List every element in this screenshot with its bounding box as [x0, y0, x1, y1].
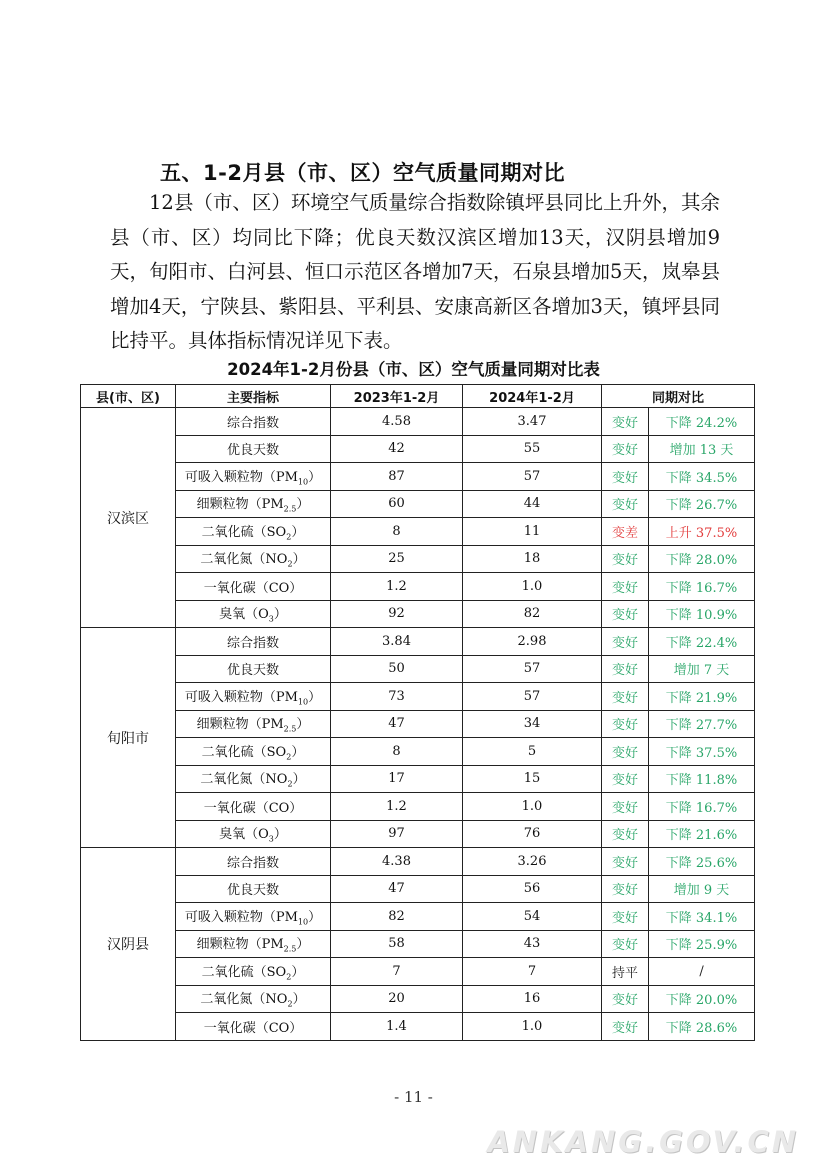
trend-label: 变好 — [602, 573, 649, 601]
indicator-name: 二氧化氮（NO — [200, 992, 288, 1008]
value-2023: 7 — [331, 958, 463, 986]
indicator-subscript: 2 — [286, 972, 292, 982]
table-row — [81, 848, 755, 876]
indicator-cell — [176, 463, 331, 491]
table-row — [81, 490, 755, 518]
table-row — [81, 518, 755, 546]
indicator-subscript: 2.5 — [283, 505, 297, 515]
value-2023: 3.84 — [331, 628, 463, 656]
indicator-subscript: 2 — [287, 1000, 293, 1010]
table-header-row — [81, 385, 755, 408]
table-row — [81, 793, 755, 821]
value-2023: 4.38 — [331, 848, 463, 876]
trend-label: 变好 — [602, 628, 649, 656]
indicator-name: 优良天数 — [226, 443, 279, 459]
indicator-name: 优良天数 — [226, 663, 279, 679]
value-2023: 1.2 — [331, 793, 463, 821]
change-value: 下降 26.7% — [649, 490, 755, 518]
indicator-close-paren: ） — [291, 964, 305, 980]
value-2023: 50 — [331, 655, 463, 683]
table-row — [81, 655, 755, 683]
value-2024: 5 — [463, 738, 602, 766]
indicator-cell — [176, 655, 331, 683]
value-2023: 92 — [331, 600, 463, 628]
trend-label: 变好 — [602, 655, 649, 683]
indicator-cell — [176, 738, 331, 766]
value-2024: 55 — [463, 435, 602, 463]
value-2024: 7 — [463, 958, 602, 986]
trend-label: 变好 — [602, 408, 649, 436]
value-2024: 82 — [463, 600, 602, 628]
table-row — [81, 765, 755, 793]
indicator-cell — [176, 875, 331, 903]
trend-label: 变好 — [602, 435, 649, 463]
indicator-name: 可吸入颗粒物（PM — [184, 469, 298, 485]
table-row — [81, 710, 755, 738]
indicator-name: 细颗粒物（PM — [196, 937, 284, 953]
table-row — [81, 875, 755, 903]
value-2023: 1.2 — [331, 573, 463, 601]
table-body — [81, 408, 755, 1041]
indicator-name: 臭氧（O — [219, 827, 269, 843]
indicator-subscript: 2 — [287, 780, 293, 790]
trend-label: 变好 — [602, 930, 649, 958]
table-row — [81, 985, 755, 1013]
table-row — [81, 738, 755, 766]
change-value: 下降 24.2% — [649, 408, 755, 436]
change-value: 下降 27.7% — [649, 710, 755, 738]
table-row — [81, 903, 755, 931]
change-value: 下降 16.7% — [649, 793, 755, 821]
header-indicator: 主要指标 — [176, 385, 331, 408]
value-2023: 17 — [331, 765, 463, 793]
indicator-cell — [176, 765, 331, 793]
change-value: 下降 10.9% — [649, 600, 755, 628]
indicator-cell — [176, 628, 331, 656]
indicator-close-paren: ） — [296, 937, 310, 953]
change-value: 增加 13 天 — [649, 435, 755, 463]
trend-label: 变好 — [602, 600, 649, 628]
value-2024: 16 — [463, 985, 602, 1013]
trend-label: 变好 — [602, 793, 649, 821]
value-2024: 1.0 — [463, 1013, 602, 1041]
indicator-cell — [176, 903, 331, 931]
change-value: 增加 7 天 — [649, 655, 755, 683]
trend-label: 变好 — [602, 738, 649, 766]
value-2023: 73 — [331, 683, 463, 711]
change-value: 下降 21.9% — [649, 683, 755, 711]
indicator-name: 综合指数 — [226, 855, 279, 871]
value-2024: 43 — [463, 930, 602, 958]
indicator-cell — [176, 1013, 331, 1041]
indicator-close-paren: ） — [296, 497, 310, 513]
table-row — [81, 573, 755, 601]
change-value: 下降 25.9% — [649, 930, 755, 958]
indicator-name: 细颗粒物（PM — [196, 497, 284, 513]
county-name: 汉阴县 — [81, 848, 176, 1041]
value-2023: 1.4 — [331, 1013, 463, 1041]
trend-label: 变好 — [602, 903, 649, 931]
value-2023: 97 — [331, 820, 463, 848]
value-2024: 57 — [463, 683, 602, 711]
change-value: 下降 25.6% — [649, 848, 755, 876]
indicator-cell — [176, 710, 331, 738]
table-row — [81, 435, 755, 463]
table-row — [81, 628, 755, 656]
indicator-subscript: 3 — [268, 835, 274, 845]
indicator-subscript: 10 — [297, 917, 309, 927]
indicator-close-paren: ） — [273, 607, 287, 623]
change-value: 下降 28.6% — [649, 1013, 755, 1041]
change-value: 下降 22.4% — [649, 628, 755, 656]
indicator-cell — [176, 573, 331, 601]
value-2023: 25 — [331, 545, 463, 573]
summary-paragraph — [110, 186, 720, 359]
trend-label: 变好 — [602, 820, 649, 848]
indicator-cell — [176, 820, 331, 848]
indicator-name: 二氧化硫（SO — [201, 524, 287, 540]
indicator-close-paren: ） — [308, 689, 322, 705]
trend-label: 变好 — [602, 710, 649, 738]
trend-label: 变好 — [602, 985, 649, 1013]
indicator-name: 可吸入颗粒物（PM — [184, 909, 298, 925]
trend-label: 变好 — [602, 1013, 649, 1041]
value-2024: 1.0 — [463, 793, 602, 821]
change-value: 下降 34.5% — [649, 463, 755, 491]
indicator-close-paren: ） — [291, 524, 305, 540]
change-value: 增加 9 天 — [649, 875, 755, 903]
indicator-name: 一氧化碳（CO） — [203, 580, 303, 596]
indicator-name: 细颗粒物（PM — [196, 717, 284, 733]
indicator-name: 综合指数 — [226, 415, 279, 431]
county-name: 旬阳市 — [81, 628, 176, 848]
table-row — [81, 958, 755, 986]
indicator-cell — [176, 545, 331, 573]
change-value: 下降 11.8% — [649, 765, 755, 793]
value-2024: 54 — [463, 903, 602, 931]
trend-label: 变好 — [602, 765, 649, 793]
indicator-cell — [176, 930, 331, 958]
indicator-cell — [176, 600, 331, 628]
value-2023: 8 — [331, 518, 463, 546]
value-2023: 47 — [331, 875, 463, 903]
table-row — [81, 600, 755, 628]
indicator-subscript: 2 — [287, 560, 293, 570]
indicator-name: 二氧化氮（NO — [200, 552, 288, 568]
value-2024: 11 — [463, 518, 602, 546]
indicator-cell — [176, 848, 331, 876]
trend-label: 变好 — [602, 490, 649, 518]
trend-label: 变好 — [602, 683, 649, 711]
table-row — [81, 408, 755, 436]
header-county: 县(市、区) — [81, 385, 176, 408]
indicator-cell — [176, 793, 331, 821]
trend-label: 持平 — [602, 958, 649, 986]
air-quality-comparison-table — [80, 384, 755, 1041]
change-value: 下降 34.1% — [649, 903, 755, 931]
indicator-close-paren: ） — [291, 744, 305, 760]
table-row — [81, 683, 755, 711]
table-title: 2024年1-2月份县（市、区）空气质量同期对比表 — [227, 360, 600, 379]
trend-label: 变差 — [602, 518, 649, 546]
change-value: 下降 28.0% — [649, 545, 755, 573]
change-value: 下降 16.7% — [649, 573, 755, 601]
indicator-close-paren: ） — [308, 909, 322, 925]
change-value: 下降 20.0% — [649, 985, 755, 1013]
indicator-close-paren: ） — [273, 827, 287, 843]
indicator-subscript: 2 — [286, 532, 292, 542]
change-value: / — [649, 958, 755, 986]
value-2023: 87 — [331, 463, 463, 491]
table-row — [81, 1013, 755, 1041]
value-2024: 76 — [463, 820, 602, 848]
indicator-name: 综合指数 — [226, 635, 279, 651]
county-name: 汉滨区 — [81, 408, 176, 628]
indicator-cell — [176, 490, 331, 518]
indicator-subscript: 2.5 — [283, 945, 297, 955]
value-2023: 58 — [331, 930, 463, 958]
table-row — [81, 820, 755, 848]
value-2024: 3.47 — [463, 408, 602, 436]
value-2024: 57 — [463, 463, 602, 491]
header-2023: 2023年1-2月 — [331, 385, 463, 408]
indicator-cell — [176, 958, 331, 986]
trend-label: 变好 — [602, 463, 649, 491]
indicator-subscript: 3 — [268, 615, 274, 625]
indicator-name: 二氧化氮（NO — [200, 772, 288, 788]
change-value: 下降 21.6% — [649, 820, 755, 848]
indicator-cell — [176, 408, 331, 436]
value-2024: 34 — [463, 710, 602, 738]
indicator-cell — [176, 985, 331, 1013]
indicator-close-paren: ） — [292, 992, 306, 1008]
value-2024: 15 — [463, 765, 602, 793]
trend-label: 变好 — [602, 848, 649, 876]
value-2023: 4.58 — [331, 408, 463, 436]
change-value: 上升 37.5% — [649, 518, 755, 546]
site-watermark: ANKANG.GOV.CN — [487, 1125, 799, 1159]
indicator-name: 二氧化硫（SO — [201, 964, 287, 980]
header-2024: 2024年1-2月 — [463, 385, 602, 408]
header-compare: 同期对比 — [602, 385, 755, 408]
value-2024: 18 — [463, 545, 602, 573]
indicator-cell — [176, 683, 331, 711]
table-row — [81, 545, 755, 573]
trend-label: 变好 — [602, 875, 649, 903]
trend-label: 变好 — [602, 545, 649, 573]
value-2024: 3.26 — [463, 848, 602, 876]
indicator-close-paren: ） — [292, 552, 306, 568]
indicator-subscript: 2 — [286, 752, 292, 762]
indicator-close-paren: ） — [296, 717, 310, 733]
indicator-name: 优良天数 — [226, 883, 279, 899]
summary-text: 12县（市、区）环境空气质量综合指数除镇坪县同比上升外，其余县（市、区）均同比下降；优良天数汉滨区增加13天，汉阴县增加9天，旬阳市、白河县、恒口示范区各增加7天，石泉县增加5天，岚皋县增加4天，宁陕县、紫阳县、平利县、安康高新区各增加3天，镇坪县同比持平。具体指标情况详见下表。 — [110, 191, 720, 352]
indicator-subscript: 10 — [297, 477, 309, 487]
indicator-cell — [176, 518, 331, 546]
indicator-subscript: 2.5 — [283, 725, 297, 735]
indicator-name: 一氧化碳（CO） — [203, 800, 303, 816]
table-row — [81, 930, 755, 958]
table-row — [81, 463, 755, 491]
value-2024: 44 — [463, 490, 602, 518]
change-value: 下降 37.5% — [649, 738, 755, 766]
value-2023: 82 — [331, 903, 463, 931]
value-2023: 47 — [331, 710, 463, 738]
page-number: - 11 - — [394, 1088, 433, 1106]
indicator-close-paren: ） — [308, 469, 322, 485]
indicator-close-paren: ） — [292, 772, 306, 788]
value-2024: 1.0 — [463, 573, 602, 601]
value-2024: 56 — [463, 875, 602, 903]
indicator-name: 二氧化硫（SO — [201, 744, 287, 760]
value-2024: 2.98 — [463, 628, 602, 656]
indicator-name: 可吸入颗粒物（PM — [184, 689, 298, 705]
value-2024: 57 — [463, 655, 602, 683]
section-heading: 五、1-2月县（市、区）空气质量同期对比 — [160, 161, 565, 185]
indicator-cell — [176, 435, 331, 463]
value-2023: 8 — [331, 738, 463, 766]
indicator-subscript: 10 — [297, 697, 309, 707]
value-2023: 42 — [331, 435, 463, 463]
indicator-name: 一氧化碳（CO） — [203, 1020, 303, 1036]
indicator-name: 臭氧（O — [219, 607, 269, 623]
value-2023: 60 — [331, 490, 463, 518]
value-2023: 20 — [331, 985, 463, 1013]
